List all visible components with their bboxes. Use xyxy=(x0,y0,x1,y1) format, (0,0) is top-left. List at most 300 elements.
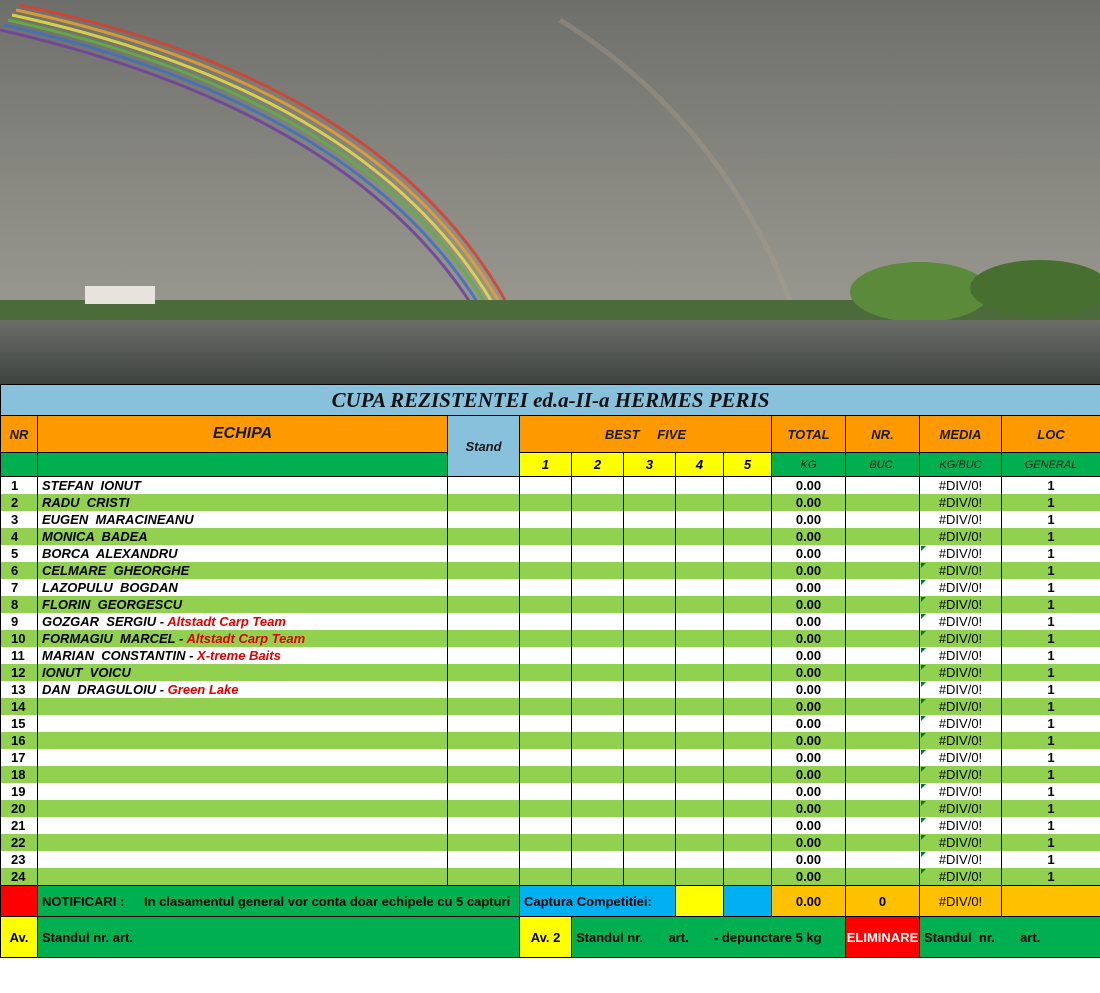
team-cell xyxy=(38,766,448,783)
catch-cell-2 xyxy=(572,851,624,868)
catch-cell-5 xyxy=(724,647,772,664)
row-number: 15 xyxy=(1,715,38,732)
catch-cell-4 xyxy=(676,528,724,545)
media-kg-buc: #DIV/0! xyxy=(920,681,1002,698)
table-row xyxy=(1,681,1100,698)
notificari-marker xyxy=(1,886,38,917)
loc-general: 1 xyxy=(1002,868,1100,886)
media-kg-buc: #DIV/0! xyxy=(920,783,1002,800)
total-kg: 0.00 xyxy=(772,647,846,664)
catch-cell-1 xyxy=(520,851,572,868)
total-kg: 0.00 xyxy=(772,681,846,698)
row-number: 9 xyxy=(1,613,38,630)
catch-cell-5 xyxy=(724,715,772,732)
catch-cell-4 xyxy=(676,800,724,817)
competitor-name: BORCA ALEXANDRU xyxy=(42,546,178,561)
catch-cell-4 xyxy=(676,868,724,886)
total-kg: 0.00 xyxy=(772,528,846,545)
col-team-header: ECHIPA xyxy=(38,416,448,453)
catch-cell-3 xyxy=(624,732,676,749)
loc-unit: GENERAL xyxy=(1002,453,1100,477)
captura-blue-cell xyxy=(724,886,772,917)
catch-cell-5 xyxy=(724,732,772,749)
total-kg: 0.00 xyxy=(772,511,846,528)
row-number: 3 xyxy=(1,511,38,528)
catch-cell-4 xyxy=(676,783,724,800)
catch-cell-5 xyxy=(724,749,772,766)
media-kg-buc: #DIV/0! xyxy=(920,732,1002,749)
team-cell xyxy=(38,681,448,698)
stand-cell xyxy=(448,800,520,817)
loc-general: 1 xyxy=(1002,715,1100,732)
catch-cell-3 xyxy=(624,715,676,732)
catch-cell-5 xyxy=(724,800,772,817)
table-row xyxy=(1,800,1100,817)
total-kg: 0.00 xyxy=(772,868,846,886)
sponsor-team: Altstadt Carp Team xyxy=(186,631,306,646)
stand-cell xyxy=(448,613,520,630)
catch-cell-4 xyxy=(676,664,724,681)
catch-cell-3 xyxy=(624,664,676,681)
catch-cell-5 xyxy=(724,664,772,681)
catch-cell-1 xyxy=(520,766,572,783)
catch-cell-3 xyxy=(624,800,676,817)
team-cell xyxy=(38,545,448,562)
row-number: 2 xyxy=(1,494,38,511)
catch-cell-2 xyxy=(572,732,624,749)
col-total-header: TOTAL xyxy=(772,416,846,453)
total-kg: 0.00 xyxy=(772,783,846,800)
team-cell xyxy=(38,698,448,715)
row-number: 22 xyxy=(1,834,38,851)
catch-cell-5 xyxy=(724,613,772,630)
competitor-name: DAN DRAGULOIU - xyxy=(42,682,168,697)
col-nr-header: NR xyxy=(1,416,38,453)
media-unit: KG/BUC xyxy=(920,453,1002,477)
loc-general: 1 xyxy=(1002,749,1100,766)
catch-cell-2 xyxy=(572,562,624,579)
team-cell xyxy=(38,647,448,664)
total-unit: KG xyxy=(772,453,846,477)
nr-buc-cell xyxy=(846,664,920,681)
catch-cell-3 xyxy=(624,851,676,868)
row-number: 6 xyxy=(1,562,38,579)
loc-general: 1 xyxy=(1002,596,1100,613)
catch-cell-1 xyxy=(520,596,572,613)
total-kg: 0.00 xyxy=(772,613,846,630)
media-kg-buc: #DIV/0! xyxy=(920,868,1002,886)
team-cell xyxy=(38,783,448,800)
col-best-five-header: BEST FIVE xyxy=(520,416,772,453)
competitor-name: MARIAN CONSTANTIN - xyxy=(42,648,198,663)
row-number: 13 xyxy=(1,681,38,698)
av1-label: Av. xyxy=(1,917,38,958)
sponsor-team: Green Lake xyxy=(167,682,239,697)
nr-buc-cell xyxy=(846,477,920,495)
results-sheet xyxy=(0,384,1100,993)
table-row xyxy=(1,647,1100,664)
catch-cell-2 xyxy=(572,630,624,647)
team-cell xyxy=(38,664,448,681)
catch-cell-4 xyxy=(676,698,724,715)
catch-cell-1 xyxy=(520,630,572,647)
table-row xyxy=(1,630,1100,647)
catch-cell-5 xyxy=(724,766,772,783)
row-number: 11 xyxy=(1,647,38,664)
total-kg: 0.00 xyxy=(772,749,846,766)
nr-buc-cell xyxy=(846,851,920,868)
total-kg: 0.00 xyxy=(772,579,846,596)
lake-rainbow-photo xyxy=(0,0,1100,384)
loc-general: 1 xyxy=(1002,579,1100,596)
nr-buc-cell xyxy=(846,647,920,664)
stand-cell xyxy=(448,681,520,698)
media-kg-buc: #DIV/0! xyxy=(920,851,1002,868)
row-number: 10 xyxy=(1,630,38,647)
total-kg: 0.00 xyxy=(772,834,846,851)
total-kg: 0.00 xyxy=(772,494,846,511)
captura-label: Captura Competitiei: xyxy=(520,886,676,917)
team-cell xyxy=(38,868,448,886)
loc-general: 1 xyxy=(1002,800,1100,817)
catch-cell-2 xyxy=(572,783,624,800)
total-kg: 0.00 xyxy=(772,732,846,749)
col-media-header: MEDIA xyxy=(920,416,1002,453)
captura-nr: 0 xyxy=(846,886,920,917)
competitor-name: LAZOPULU BOGDAN xyxy=(42,580,178,595)
total-kg: 0.00 xyxy=(772,545,846,562)
notificari-bar xyxy=(38,886,520,917)
catch-cell-4 xyxy=(676,511,724,528)
table-row xyxy=(1,477,1100,495)
loc-general: 1 xyxy=(1002,528,1100,545)
catch-cell-4 xyxy=(676,851,724,868)
catch-cell-1 xyxy=(520,545,572,562)
team-cell xyxy=(38,851,448,868)
table-row xyxy=(1,664,1100,681)
willow-tree xyxy=(850,262,990,322)
media-kg-buc: #DIV/0! xyxy=(920,834,1002,851)
loc-general: 1 xyxy=(1002,732,1100,749)
row-number: 23 xyxy=(1,851,38,868)
nr-buc-cell xyxy=(846,562,920,579)
catch-cell-1 xyxy=(520,562,572,579)
stand-cell xyxy=(448,715,520,732)
team-cell xyxy=(38,715,448,732)
table-row xyxy=(1,528,1100,545)
row-number: 8 xyxy=(1,596,38,613)
total-kg: 0.00 xyxy=(772,851,846,868)
catch-cell-1 xyxy=(520,511,572,528)
loc-general: 1 xyxy=(1002,545,1100,562)
stand-cell xyxy=(448,749,520,766)
row-number: 18 xyxy=(1,766,38,783)
row-number: 7 xyxy=(1,579,38,596)
row-number: 24 xyxy=(1,868,38,886)
team-cell xyxy=(38,834,448,851)
catch-cell-3 xyxy=(624,834,676,851)
media-kg-buc: #DIV/0! xyxy=(920,545,1002,562)
catch-cell-2 xyxy=(572,477,624,495)
catch-cell-5 xyxy=(724,511,772,528)
catch-cell-5 xyxy=(724,477,772,495)
media-kg-buc: #DIV/0! xyxy=(920,664,1002,681)
col-loc-header: LOC xyxy=(1002,416,1100,453)
nr-buc-cell xyxy=(846,715,920,732)
table-row xyxy=(1,613,1100,630)
competitor-name: GOZGAR SERGIU - xyxy=(42,614,168,629)
media-kg-buc: #DIV/0! xyxy=(920,800,1002,817)
media-kg-buc: #DIV/0! xyxy=(920,494,1002,511)
team-cell xyxy=(38,749,448,766)
stand-cell xyxy=(448,783,520,800)
catch-cell-5 xyxy=(724,851,772,868)
captura-total: 0.00 xyxy=(772,886,846,917)
catch-cell-3 xyxy=(624,494,676,511)
loc-general: 1 xyxy=(1002,766,1100,783)
media-kg-buc: #DIV/0! xyxy=(920,630,1002,647)
catch-cell-4 xyxy=(676,630,724,647)
loc-general: 1 xyxy=(1002,664,1100,681)
catch-cell-3 xyxy=(624,562,676,579)
total-kg: 0.00 xyxy=(772,664,846,681)
catch-cell-4 xyxy=(676,562,724,579)
competitor-name: IONUT VOICU xyxy=(42,665,131,680)
lake-water xyxy=(0,320,1100,384)
catch-cell-1 xyxy=(520,528,572,545)
loc-general: 1 xyxy=(1002,630,1100,647)
nr-buc-cell xyxy=(846,613,920,630)
stand-cell xyxy=(448,868,520,886)
stand-cell xyxy=(448,698,520,715)
catch-cell-4 xyxy=(676,596,724,613)
stand-cell xyxy=(448,834,520,851)
catch-cell-5 xyxy=(724,545,772,562)
media-kg-buc: #DIV/0! xyxy=(920,698,1002,715)
stand-cell xyxy=(448,647,520,664)
nr-buc-cell xyxy=(846,494,920,511)
catch-cell-3 xyxy=(624,545,676,562)
nr-buc-cell xyxy=(846,817,920,834)
catch-cell-2 xyxy=(572,766,624,783)
team-cell xyxy=(38,800,448,817)
catch-cell-2 xyxy=(572,528,624,545)
table-row xyxy=(1,834,1100,851)
loc-general: 1 xyxy=(1002,511,1100,528)
table-row xyxy=(1,494,1100,511)
stand-cell xyxy=(448,511,520,528)
total-kg: 0.00 xyxy=(772,698,846,715)
catch-cell-5 xyxy=(724,494,772,511)
catch-cell-4 xyxy=(676,732,724,749)
nr-buc-cell xyxy=(846,579,920,596)
loc-general: 1 xyxy=(1002,698,1100,715)
stand-cell xyxy=(448,562,520,579)
catch-cell-5 xyxy=(724,562,772,579)
catch-cell-3 xyxy=(624,783,676,800)
catch-cell-1 xyxy=(520,732,572,749)
media-kg-buc: #DIV/0! xyxy=(920,766,1002,783)
sponsor-team: X-treme Baits xyxy=(197,648,281,663)
nr-buc-cell xyxy=(846,681,920,698)
media-kg-buc: #DIV/0! xyxy=(920,579,1002,596)
catch-cell-2 xyxy=(572,800,624,817)
total-kg: 0.00 xyxy=(772,596,846,613)
nr-buc-cell xyxy=(846,783,920,800)
catch-cell-5 xyxy=(724,698,772,715)
catch-cell-4 xyxy=(676,579,724,596)
team-cell xyxy=(38,732,448,749)
competitor-name: RADU CRISTI xyxy=(42,495,130,510)
results-table xyxy=(0,384,1100,958)
nr-buc-cell xyxy=(846,732,920,749)
catch-cell-5 xyxy=(724,681,772,698)
media-kg-buc: #DIV/0! xyxy=(920,613,1002,630)
catch-cell-1 xyxy=(520,647,572,664)
catch-cell-1 xyxy=(520,817,572,834)
page-title: CUPA REZISTENTEI ed.a-II-a HERMES PERIS xyxy=(1,385,1100,416)
catch-cell-3 xyxy=(624,613,676,630)
catch-cell-3 xyxy=(624,477,676,495)
media-kg-buc: #DIV/0! xyxy=(920,528,1002,545)
catch-cell-4 xyxy=(676,766,724,783)
catch-cell-5 xyxy=(724,579,772,596)
row-number: 20 xyxy=(1,800,38,817)
table-row xyxy=(1,715,1100,732)
catch-slot-4: 4 xyxy=(676,453,724,477)
table-row xyxy=(1,579,1100,596)
catch-cell-1 xyxy=(520,613,572,630)
catch-cell-3 xyxy=(624,579,676,596)
catch-cell-2 xyxy=(572,834,624,851)
catch-cell-5 xyxy=(724,783,772,800)
stand-cell xyxy=(448,477,520,495)
catch-slot-3: 3 xyxy=(624,453,676,477)
catch-cell-2 xyxy=(572,715,624,732)
catch-cell-2 xyxy=(572,681,624,698)
media-kg-buc: #DIV/0! xyxy=(920,749,1002,766)
catch-cell-3 xyxy=(624,749,676,766)
competitor-name: FLORIN GEORGESCU xyxy=(42,597,183,612)
loc-general: 1 xyxy=(1002,851,1100,868)
competitor-name: FORMAGIU MARCEL - xyxy=(42,631,187,646)
catch-cell-4 xyxy=(676,681,724,698)
stand-cell xyxy=(448,545,520,562)
captura-loc xyxy=(1002,886,1100,917)
catch-cell-2 xyxy=(572,613,624,630)
av1-text: Standul nr. art. xyxy=(38,917,520,958)
catch-cell-1 xyxy=(520,749,572,766)
loc-general: 1 xyxy=(1002,477,1100,495)
catch-cell-3 xyxy=(624,596,676,613)
nr-buc-cell xyxy=(846,545,920,562)
sponsor-team: Altstadt Carp Team xyxy=(167,614,286,629)
table-row xyxy=(1,783,1100,800)
col-nr-buc-header: NR. xyxy=(846,416,920,453)
catch-cell-4 xyxy=(676,817,724,834)
catch-cell-3 xyxy=(624,511,676,528)
nr-buc-cell xyxy=(846,528,920,545)
catch-cell-4 xyxy=(676,494,724,511)
catch-cell-5 xyxy=(724,596,772,613)
nr-unit: BUC. xyxy=(846,453,920,477)
captura-yellow-cell xyxy=(676,886,724,917)
team-cell xyxy=(38,494,448,511)
team-cell xyxy=(38,630,448,647)
catch-cell-3 xyxy=(624,681,676,698)
nr-buc-cell xyxy=(846,596,920,613)
table-row xyxy=(1,562,1100,579)
stand-cell xyxy=(448,528,520,545)
loc-general: 1 xyxy=(1002,494,1100,511)
total-kg: 0.00 xyxy=(772,800,846,817)
stand-cell xyxy=(448,766,520,783)
stand-cell xyxy=(448,630,520,647)
eliminare-label: ELIMINARE xyxy=(846,917,920,958)
catch-cell-4 xyxy=(676,749,724,766)
catch-cell-1 xyxy=(520,664,572,681)
total-kg: 0.00 xyxy=(772,715,846,732)
team-cell xyxy=(38,613,448,630)
nr-buc-cell xyxy=(846,749,920,766)
col-stand-header: Stand xyxy=(448,416,520,477)
table-row xyxy=(1,732,1100,749)
catch-cell-1 xyxy=(520,868,572,886)
table-row xyxy=(1,868,1100,886)
catch-cell-2 xyxy=(572,596,624,613)
header-photo xyxy=(0,0,1100,384)
table-row xyxy=(1,766,1100,783)
competitor-name: STEFAN IONUT xyxy=(42,478,141,493)
stand-cell xyxy=(448,664,520,681)
catch-cell-1 xyxy=(520,681,572,698)
stand-cell xyxy=(448,732,520,749)
nr-buc-cell xyxy=(846,766,920,783)
catch-cell-2 xyxy=(572,494,624,511)
loc-general: 1 xyxy=(1002,562,1100,579)
results-body xyxy=(1,477,1100,886)
media-kg-buc: #DIV/0! xyxy=(920,715,1002,732)
catch-slot-1: 1 xyxy=(520,453,572,477)
total-kg: 0.00 xyxy=(772,477,846,495)
notificari-text: In clasamentul general vor conta doar echipele cu 5 capturi xyxy=(143,893,511,909)
catch-cell-1 xyxy=(520,477,572,495)
competitor-name: CELMARE GHEORGHE xyxy=(42,563,190,578)
catch-cell-2 xyxy=(572,511,624,528)
media-kg-buc: #DIV/0! xyxy=(920,562,1002,579)
catch-cell-2 xyxy=(572,664,624,681)
team-cell xyxy=(38,817,448,834)
stand-cell xyxy=(448,579,520,596)
catch-cell-4 xyxy=(676,613,724,630)
row-number: 19 xyxy=(1,783,38,800)
catch-cell-5 xyxy=(724,834,772,851)
av2-text: Standul nr. art. - depunctare 5 kg xyxy=(572,917,846,958)
catch-cell-2 xyxy=(572,647,624,664)
media-kg-buc: #DIV/0! xyxy=(920,477,1002,495)
stand-cell xyxy=(448,494,520,511)
catch-cell-1 xyxy=(520,698,572,715)
row-number: 21 xyxy=(1,817,38,834)
media-kg-buc: #DIV/0! xyxy=(920,647,1002,664)
table-row xyxy=(1,545,1100,562)
row-number: 14 xyxy=(1,698,38,715)
catch-cell-1 xyxy=(520,579,572,596)
row-number: 17 xyxy=(1,749,38,766)
catch-cell-3 xyxy=(624,817,676,834)
catch-cell-2 xyxy=(572,579,624,596)
competitor-name: MONICA BADEA xyxy=(42,529,148,544)
